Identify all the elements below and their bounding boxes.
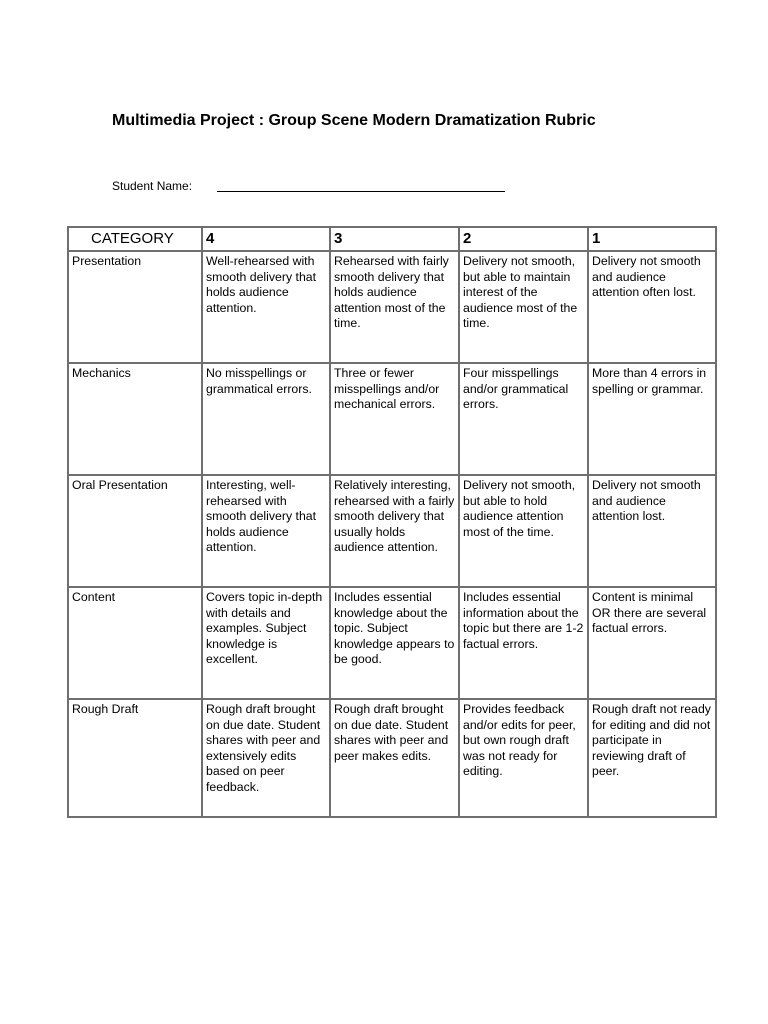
student-name-row	[112, 179, 192, 193]
content-score-2: Includes essential information about the topic but there are 1-2 factual errors.	[459, 587, 588, 699]
rubric-header-row	[68, 227, 716, 251]
content-score-3: Includes essential knowledge about the topic. Subject knowledge appears to be good.	[330, 587, 459, 699]
rubric-row-mechanics	[68, 363, 716, 475]
rubric-row-content	[68, 587, 716, 699]
student-name-label: Student Name:	[112, 179, 193, 193]
header-category: CATEGORY	[68, 227, 202, 251]
oral-presentation-score-1: Delivery not smooth and audience attention lost.	[588, 475, 716, 587]
oral-presentation-score-3: Relatively interesting, rehearsed with a fairly smooth delivery that usually holds audience attention.	[330, 475, 459, 587]
mechanics-score-4: No misspellings or grammatical errors.	[202, 363, 330, 475]
category-rough-draft: Rough Draft	[68, 699, 202, 817]
content-score-1: Content is minimal OR there are several factual errors.	[588, 587, 716, 699]
category-mechanics: Mechanics	[68, 363, 202, 475]
rubric-row-oral-presentation	[68, 475, 716, 587]
presentation-score-3: Rehearsed with fairly smooth delivery that holds audience attention most of the time.	[330, 251, 459, 363]
student-name-blank-line	[217, 191, 505, 192]
presentation-score-2: Delivery not smooth, but able to maintain interest of the audience most of the time.	[459, 251, 588, 363]
rough-draft-score-1: Rough draft not ready for editing and did not participate in reviewing draft of peer.	[588, 699, 716, 817]
oral-presentation-score-2: Delivery not smooth, but able to hold audience attention most of the time.	[459, 475, 588, 587]
presentation-score-4: Well-rehearsed with smooth delivery that holds audience attention.	[202, 251, 330, 363]
content-score-4: Covers topic in-depth with details and examples. Subject knowledge is excellent.	[202, 587, 330, 699]
rough-draft-score-4: Rough draft brought on due date. Student shares with peer and extensively edits based on peer feedback.	[202, 699, 330, 817]
mechanics-score-3: Three or fewer misspellings and/or mechanical errors.	[330, 363, 459, 475]
header-score-4: 4	[202, 227, 330, 251]
category-oral-presentation: Oral Presentation	[68, 475, 202, 587]
rubric-row-presentation	[68, 251, 716, 363]
mechanics-score-2: Four misspellings and/or grammatical errors.	[459, 363, 588, 475]
rough-draft-score-3: Rough draft brought on due date. Student shares with peer and peer makes edits.	[330, 699, 459, 817]
header-score-1: 1	[588, 227, 716, 251]
oral-presentation-score-4: Interesting, well-rehearsed with smooth delivery that holds audience attention.	[202, 475, 330, 587]
presentation-score-1: Delivery not smooth and audience attention often lost.	[588, 251, 716, 363]
category-presentation: Presentation	[68, 251, 202, 363]
rough-draft-score-2: Provides feedback and/or edits for peer, but own rough draft was not ready for editing.	[459, 699, 588, 817]
rubric-table	[67, 226, 717, 818]
page-title: Multimedia Project : Group Scene Modern Dramatization Rubric	[112, 112, 596, 129]
rubric-row-rough-draft	[68, 699, 716, 817]
mechanics-score-1: More than 4 errors in spelling or grammar.	[588, 363, 716, 475]
header-score-3: 3	[330, 227, 459, 251]
category-content: Content	[68, 587, 202, 699]
header-score-2: 2	[459, 227, 588, 251]
